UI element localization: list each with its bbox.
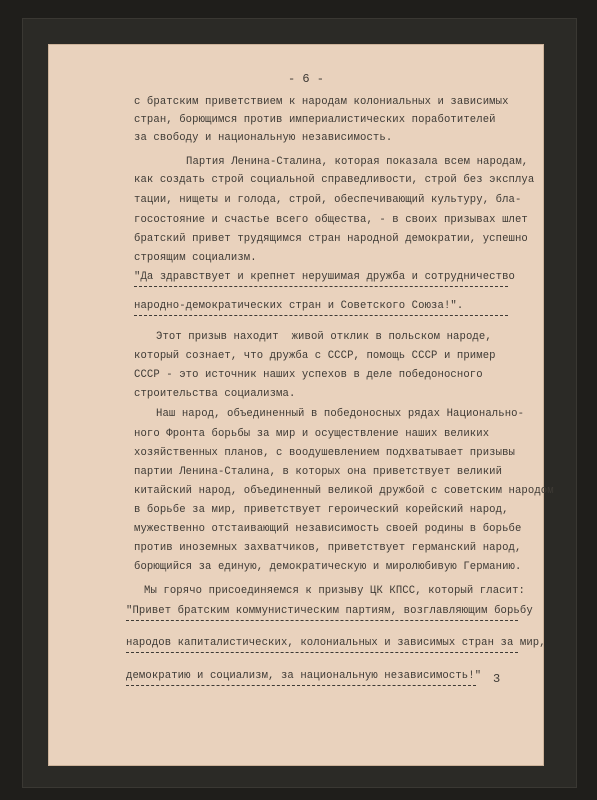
text-line: партии Ленина-Сталина, в которых она приветствует великий — [134, 466, 503, 478]
text-line: Наш народ, объединенный в победоносных рядах Национально- — [156, 408, 525, 420]
text-line: борющийся за единую, демократическую и миролюбивую Германию. — [134, 561, 522, 573]
page-number-top: - 6 - — [288, 72, 325, 86]
document-body — [48, 44, 554, 766]
quote-line: народов капиталистических, колониальных и зависимых стран за мир, — [126, 637, 518, 653]
text-line: Мы горячо присоединяемся к призыву ЦК КПСС, который гласит: — [144, 585, 525, 597]
text-line: против иноземных захватчиков, приветствует германский народ, — [134, 542, 522, 554]
text-line: СССР - это источник наших успехов в деле победоносного — [134, 369, 483, 381]
text-line: братский привет трудящимся стран народной демократии, успешно — [134, 233, 528, 245]
quote-line: "Привет братским коммунистическим партиям, возглавляющим борьбу — [126, 605, 518, 621]
quote-line: народно-демократических стран и Советского Союза!". — [134, 300, 508, 316]
text-line: Партия Ленина-Сталина, которая показала всем народам, — [186, 156, 529, 168]
text-line: хозяйственных планов, с воодушевлением подхватывает призывы — [134, 447, 515, 459]
quote-line: демократию и социализм, за национальную независимость!" — [126, 670, 476, 686]
text-line: мужественно отстаивающий независимость своей родины в борьбе — [134, 523, 522, 535]
text-line: который сознает, что дружба с СССР, помощь СССР и пример — [134, 350, 496, 362]
text-line: строительства социализма. — [134, 388, 296, 400]
text-line: стран, борющимся против империалистических поработителей — [134, 114, 496, 126]
text-line: в борьбе за мир, приветствует героический корейский народ, — [134, 504, 509, 516]
text-line: как создать строй социальной справедливости, строй без эксплуа — [134, 174, 535, 186]
text-line: за свободу и национальную независимость. — [134, 132, 393, 144]
quote-line: "Да здравствует и крепнет нерушимая дружба и сотрудничество — [134, 271, 508, 287]
text-line: с братским приветствием к народам колониальных и зависимых — [134, 96, 509, 108]
text-line: строящим социализм. — [134, 252, 257, 264]
text-line: тации, нищеты и голода, строй, обеспечивающий культуру, бла- — [134, 194, 522, 206]
text-line: китайский народ, объединенный великой дружбой с советским народом — [134, 485, 554, 497]
page-number-bottom: 3 — [493, 672, 501, 686]
text-line: Этот призыв находит живой отклик в польском народе, — [156, 331, 492, 343]
document-page — [48, 44, 554, 766]
text-line: госостояние и счастье всего общества, - в своих призывах шлет — [134, 214, 528, 226]
text-line: ного Фронта борьбы за мир и осуществление наших великих — [134, 428, 490, 440]
